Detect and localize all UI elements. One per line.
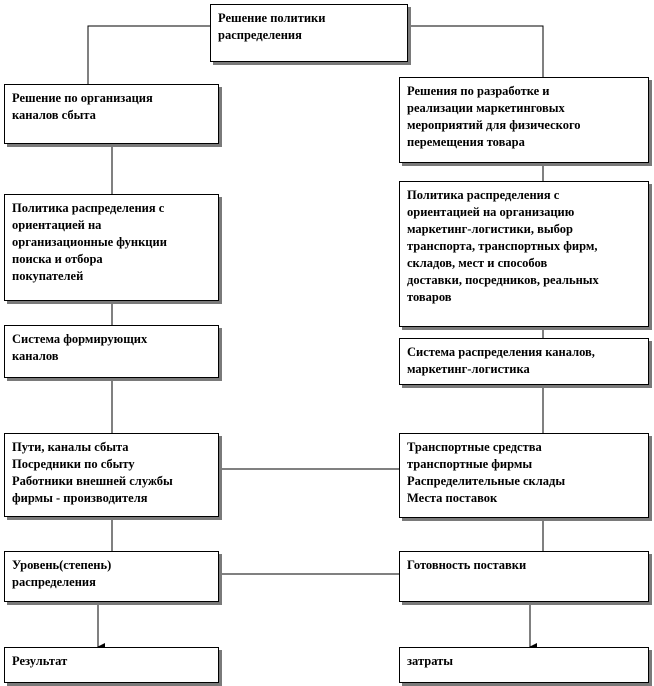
connector-top-to-right [408, 26, 543, 77]
box-left-distribution-level: Уровень(степень) распределения [4, 551, 219, 602]
box-distribution-policy-decision: Решение политики распределения [210, 4, 408, 62]
connector-top-to-left [88, 26, 210, 84]
box-right-delivery-readiness: Готовность поставки [399, 551, 649, 602]
box-right-logistics-policy: Политика распределения с ориентацией на организацию маркетинг-логистики, выбор транспорта, транспортных фирм, складов, мест и способов доставки, посредников, реальных товаров [399, 181, 649, 327]
box-right-transport-means: Транспортные средства транспортные фирмы Распределительные склады Места поставок [399, 433, 649, 518]
box-right-channel-distribution-system: Система распределения каналов, маркетинг-логистика [399, 338, 649, 385]
box-left-sales-channels: Пути, каналы сбыта Посредники по сбыту Работники внешней службы фирмы - производителя [4, 433, 219, 517]
box-left-channel-system: Система формирующих каналов [4, 325, 219, 378]
box-right-costs: затраты [399, 647, 649, 683]
box-left-channel-organization: Решение по организация каналов сбыта [4, 84, 219, 144]
box-left-buyer-search-policy: Политика распределения с ориентацией на организационные функции поиска и отбора покупателей [4, 194, 219, 301]
box-left-result: Результат [4, 647, 219, 683]
box-right-physical-distribution-decisions: Решения по разработке и реализации маркетинговых мероприятий для физического перемещения товара [399, 77, 649, 163]
